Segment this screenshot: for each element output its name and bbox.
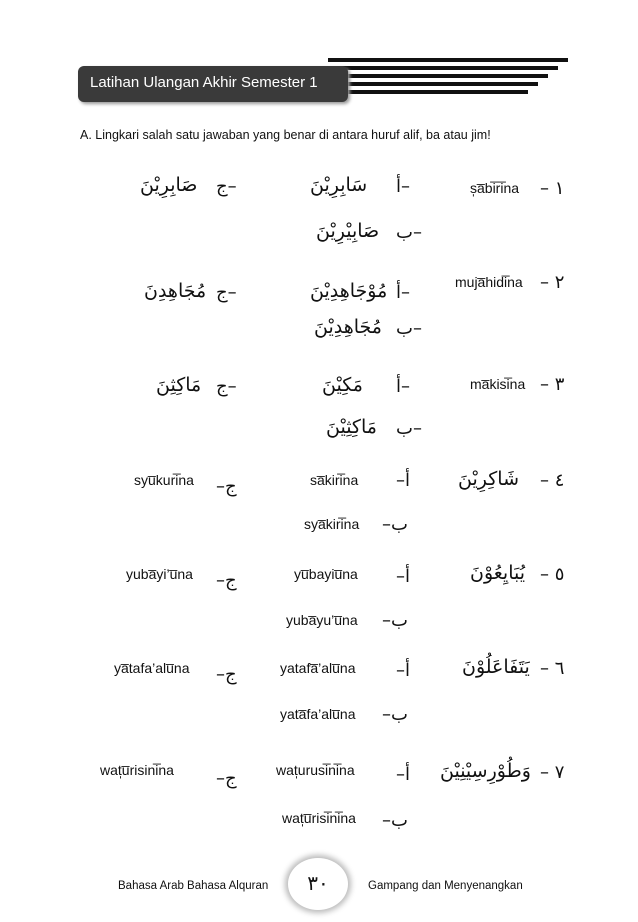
- option-b-label: –ب: [396, 318, 422, 339]
- option-a-label: أ–: [396, 566, 411, 587]
- question-prompt: muja̅hidi̅na: [455, 274, 523, 290]
- option-c-label: ج–: [216, 476, 237, 497]
- section-header: [78, 58, 568, 102]
- option-a[interactable]: wat̩urusi̅ni̅na: [276, 762, 355, 778]
- question-prompt: s̩a̅bi̅ri̅na: [470, 180, 520, 196]
- question-prompt: شَاكِرِيْنَ: [458, 468, 519, 490]
- question-number: ٤ –: [540, 470, 565, 491]
- header-stripe: [328, 74, 548, 78]
- option-c[interactable]: مُجَاهِدِنَ: [144, 280, 207, 302]
- option-a-label: –أ: [396, 176, 411, 197]
- option-a[interactable]: sa̅kiri̅na: [310, 472, 359, 488]
- header-stripe: [328, 82, 538, 86]
- option-c-label: –ج: [216, 282, 237, 303]
- option-c[interactable]: wat̩u̅risini̅na: [100, 762, 174, 778]
- option-c[interactable]: ya̅tafa’alu̅na: [114, 660, 190, 676]
- question-number: ٧ –: [540, 762, 565, 783]
- page-number: ٣٠: [288, 858, 348, 910]
- header-stripe: [328, 58, 568, 62]
- question-prompt: وَطُوْرِسِيْنِيْنَ: [440, 760, 531, 782]
- option-a-label: أ–: [396, 470, 411, 491]
- option-a[interactable]: yatafa̅’alu̅na: [280, 660, 356, 676]
- option-b-label: –ب: [396, 222, 422, 243]
- option-c[interactable]: yuba̅yi’u̅na: [126, 566, 193, 582]
- header-title: Latihan Ulangan Akhir Semester 1: [90, 74, 318, 91]
- option-c[interactable]: syu̅kuri̅na: [134, 472, 194, 488]
- option-c[interactable]: مَاكِثِنَ: [156, 374, 202, 396]
- question-number: ٦ –: [540, 658, 565, 679]
- option-a[interactable]: مُوْجَاهِدِيْنَ: [310, 280, 388, 302]
- option-c-label: ج–: [216, 570, 237, 591]
- header-title-box: [78, 66, 348, 102]
- option-a-label: أ–: [396, 764, 411, 785]
- option-a[interactable]: yu̅bayiu̅na: [294, 566, 358, 582]
- question-number: ٣ –: [540, 374, 565, 395]
- option-c-label: –ج: [216, 176, 237, 197]
- option-b-label: ب–: [382, 514, 408, 535]
- question-prompt: ma̅kisi̅na: [470, 376, 526, 392]
- question-number: ٥ –: [540, 564, 565, 585]
- header-stripe: [328, 66, 558, 70]
- question-prompt: يُبَايِعُوْنَ: [470, 562, 526, 584]
- option-a-label: أ–: [396, 660, 411, 681]
- option-b-label: ب–: [382, 610, 408, 631]
- question-number: ٢ –: [540, 272, 565, 293]
- option-b[interactable]: sya̅kiri̅na: [304, 516, 360, 532]
- option-b[interactable]: yuba̅yu’u̅na: [286, 612, 358, 628]
- option-b-label: ب–: [382, 704, 408, 725]
- option-c-label: ج–: [216, 768, 237, 789]
- question-prompt: يَتَفَاعَلُوْنَ: [462, 656, 530, 678]
- option-b[interactable]: مَاكِثِيْنَ: [326, 416, 377, 438]
- footer-right-text: Gampang dan Menyenangkan: [368, 880, 523, 892]
- header-stripe: [328, 90, 528, 94]
- option-b[interactable]: مُجَاهِدِيْنَ: [314, 316, 382, 338]
- footer-left-text: Bahasa Arab Bahasa Alquran: [118, 880, 269, 892]
- option-b-label: ب–: [382, 810, 408, 831]
- option-c-label: ج–: [216, 664, 237, 685]
- option-b-label: –ب: [396, 418, 422, 439]
- option-a-label: –أ: [396, 282, 411, 303]
- option-a-label: –أ: [396, 376, 411, 397]
- option-b[interactable]: yata̅fa’alu̅na: [280, 706, 356, 722]
- question-number: ١ –: [540, 178, 565, 199]
- option-a[interactable]: سَابِرِيْنَ: [310, 174, 368, 196]
- option-c-label: –ج: [216, 376, 237, 397]
- option-a[interactable]: مَكِيْنَ: [322, 374, 363, 396]
- option-b[interactable]: صَابِيْرِيْنَ: [316, 220, 380, 242]
- option-c[interactable]: صَابِرِيْنَ: [140, 174, 198, 196]
- instruction-text: A. Lingkari salah satu jawaban yang benar di antara huruf alif, ba atau jim!: [80, 128, 491, 142]
- option-b[interactable]: wat̩u̅risi̅ni̅na: [282, 810, 356, 826]
